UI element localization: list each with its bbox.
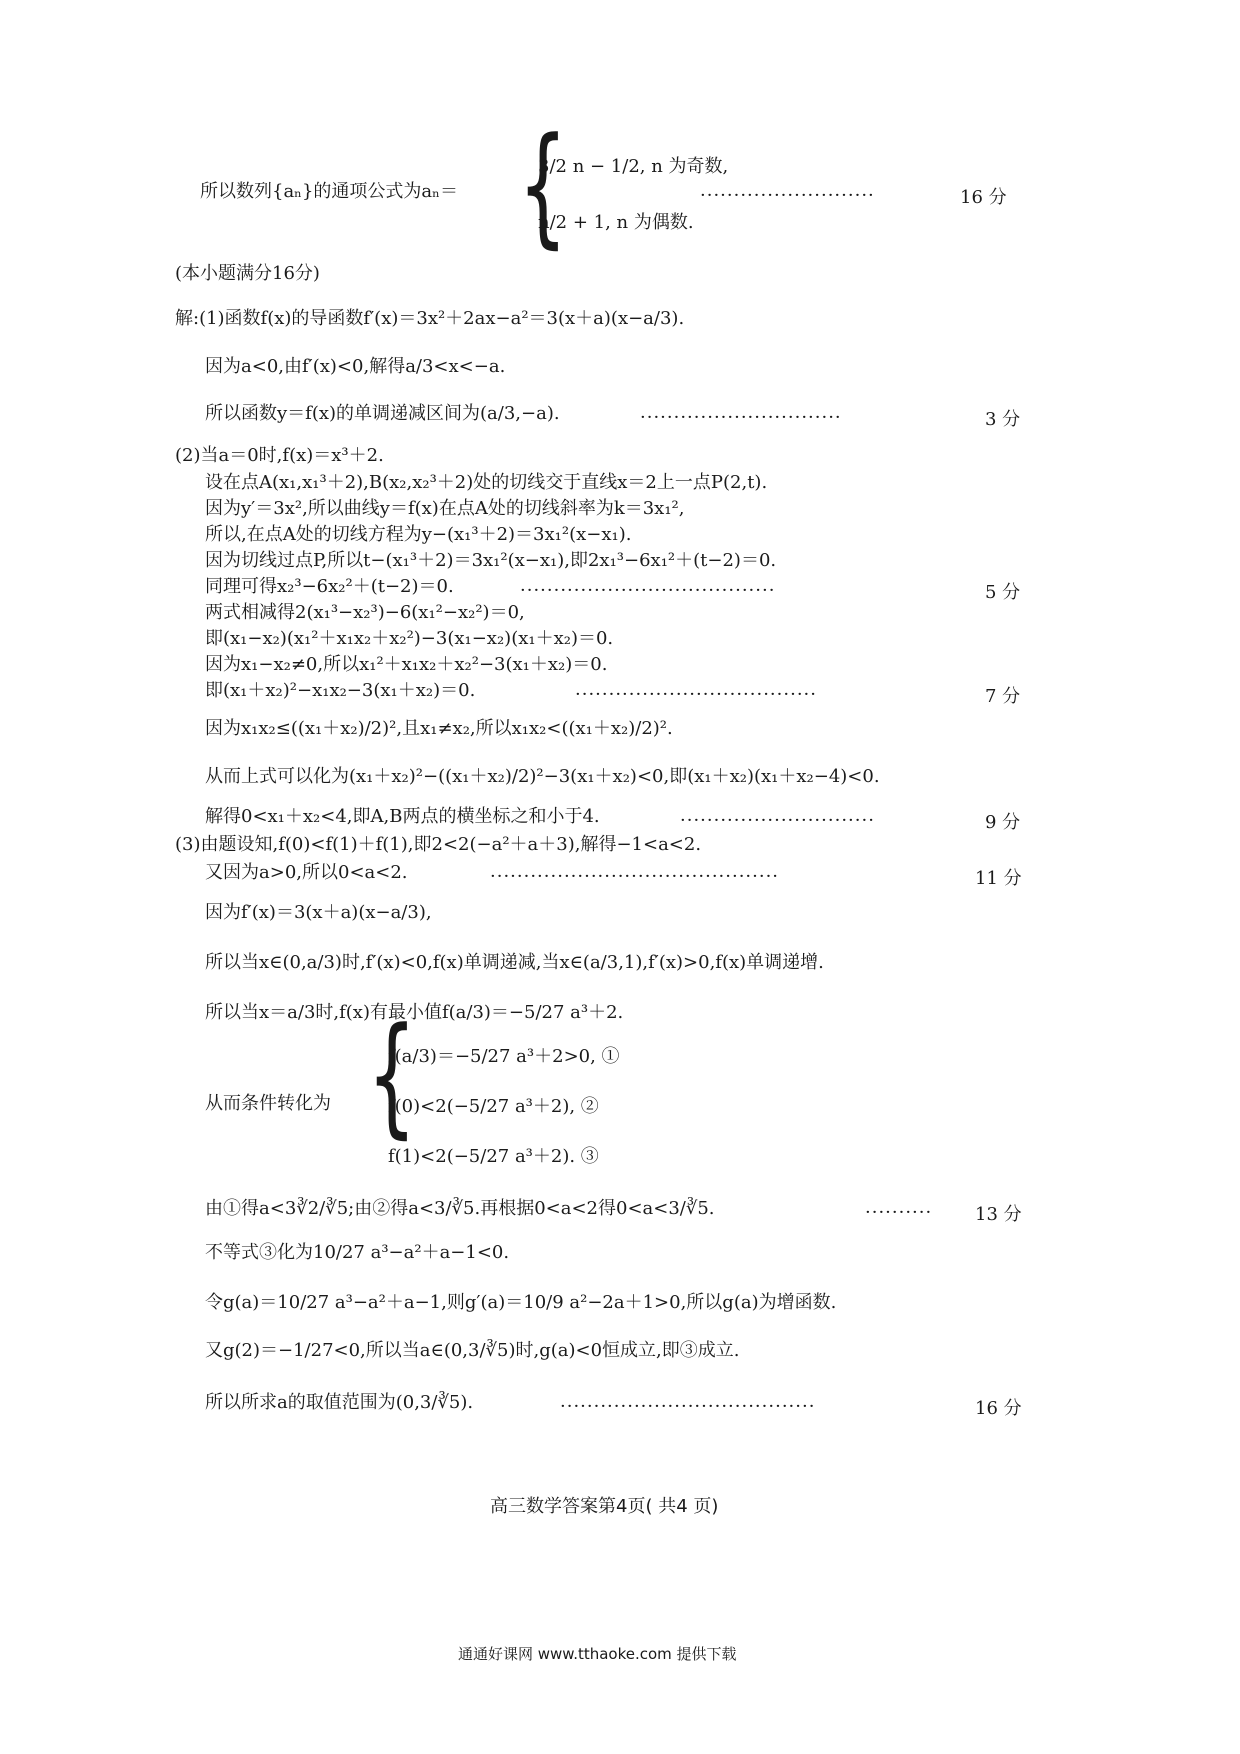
slope-line: 因为y′＝3x²,所以曲线y＝f(x)在点A处的切线斜率为k＝3x₁²,: [205, 498, 685, 519]
sum-bound: 解得0<x₁＋x₂<4,即A,B两点的横坐标之和小于4.: [205, 806, 600, 827]
piecewise-brace: {: [518, 109, 568, 261]
part2-intro: (2)当a＝0时,f(x)＝x³＋2.: [175, 445, 384, 466]
score-leader: ····································: [575, 684, 817, 705]
simplified-eq: 即(x₁＋x₂)²−x₁x₂−3(x₁＋x₂)＝0.: [205, 680, 476, 701]
derivative-factored: 因为f′(x)＝3(x＋a)(x−a/3),: [205, 902, 432, 923]
score-5: 5 分: [985, 582, 1021, 603]
solution-part1: 解:(1)函数f(x)的导函数f′(x)＝3x²＋2ax−a²＝3(x＋a)(x−a/3).: [175, 308, 685, 329]
solve-conditions: 由①得a<3∛2/∛5;由②得a<3/∛5.再根据0<a<2得0<a<3/∛5.: [205, 1198, 715, 1219]
page-footer: 高三数学答案第4页( 共4 页): [490, 1496, 719, 1517]
through-point: 因为切线过点P,所以t−(x₁³＋2)＝3x₁²(x−x₁),即2x₁³−6x₁²＋(t−2)＝0.: [205, 550, 777, 571]
a-range: 又因为a>0,所以0<a<2.: [205, 862, 408, 883]
score-leader: ···········································: [490, 866, 780, 887]
final-range: 所以所求a的取值范围为(0,3/∛5).: [205, 1392, 474, 1413]
general-term-lead: [200, 183, 458, 201]
decreasing-interval: 所以函数y＝f(x)的单调递减区间为(a/3,−a).: [205, 403, 560, 424]
inequality-3: 不等式③化为10/27 a³−a²＋a−1<0.: [205, 1242, 510, 1263]
score-leader: ··········: [865, 1202, 933, 1223]
score-leader: ······································: [560, 1396, 816, 1417]
score-7: 7 分: [985, 686, 1021, 707]
general-term-text: 所以数列{aₙ}的通项公式为aₙ＝: [200, 181, 458, 202]
condition-1: f(a/3)＝−5/27 a³＋2>0, ①: [388, 1046, 620, 1067]
part3-intro: (3)由题设知,f(0)<f(1)＋f(1),即2<2(−a²＋a＋3),解得−1<a<2.: [175, 834, 702, 855]
conditions-brace: {: [367, 999, 417, 1151]
since-a-negative: 因为a<0,由f′(x)<0,解得a/3<x<−a.: [205, 356, 506, 377]
score-11: 11 分: [975, 868, 1022, 889]
score-16-first: 16 分: [960, 187, 1007, 208]
score-9: 9 分: [985, 812, 1021, 833]
condition-lead: 从而条件转化为: [205, 1093, 331, 1114]
tangent-equation: 所以,在点A处的切线方程为y−(x₁³＋2)＝3x₁²(x−x₁).: [205, 524, 632, 545]
function-g: 令g(a)＝10/27 a³−a²＋a−1,则g′(a)＝10/9 a²−2a＋1>0,所以g(a)为增函数.: [205, 1292, 837, 1313]
site-footer: 通通好课网 www.tthaoke.com 提供下载: [458, 1645, 737, 1663]
nonzero-diff: 因为x₁−x₂≠0,所以x₁²＋x₁x₂＋x₂²−3(x₁＋x₂)＝0.: [205, 654, 608, 675]
score-13: 13 分: [975, 1204, 1022, 1225]
reduced-inequality: 从而上式可以化为(x₁＋x₂)²−((x₁＋x₂)/2)²−3(x₁＋x₂)<0,即(x₁＋x₂)(x₁＋x₂−4)<0.: [205, 766, 880, 787]
score-leader: ······························: [640, 407, 842, 428]
subtract-eqs: 两式相减得2(x₁³−x₂³)−6(x₁²−x₂²)＝0,: [205, 602, 525, 623]
monotonicity: 所以当x∈(0,a/3)时,f′(x)<0,f(x)单调递减,当x∈(a/3,1),f′(x)>0,f(x)单调递增.: [205, 952, 824, 973]
case-odd: 3/2 n − 1/2, n 为奇数,: [538, 156, 729, 177]
problem-header: (本小题满分16分): [175, 263, 320, 284]
score-3: 3 分: [985, 409, 1021, 430]
same-for-x2: 同理可得x₂³−6x₂²＋(t−2)＝0.: [205, 576, 454, 597]
score-leader: ······································: [520, 580, 776, 601]
minimum-value: 所以当x＝a/3时,f(x)有最小值f(a/3)＝−5/27 a³＋2.: [205, 1002, 624, 1023]
case-even: n/2 + 1, n 为偶数.: [538, 212, 694, 233]
score-leader: ·····························: [680, 810, 875, 831]
factor-eq: 即(x₁−x₂)(x₁²＋x₁x₂＋x₂²)−3(x₁−x₂)(x₁＋x₂)＝0.: [205, 628, 614, 649]
score-16-final: 16 分: [975, 1398, 1022, 1419]
score-leader: ··························: [700, 185, 875, 206]
tangent-setup: 设在点A(x₁,x₁³＋2),B(x₂,x₂³＋2)处的切线交于直线x＝2上一点P(2,t).: [205, 472, 768, 493]
g-negative: 又g(2)＝−1/27<0,所以当a∈(0,3/∛5)时,g(a)<0恒成立,即③成立.: [205, 1340, 740, 1361]
condition-2: f(0)<2(−5/27 a³＋2), ②: [388, 1096, 599, 1117]
am-gm-inequality: 因为x₁x₂≤((x₁＋x₂)/2)²,且x₁≠x₂,所以x₁x₂<((x₁＋x₂)/2)².: [205, 718, 673, 739]
condition-3: f(1)<2(−5/27 a³＋2). ③: [388, 1146, 599, 1167]
